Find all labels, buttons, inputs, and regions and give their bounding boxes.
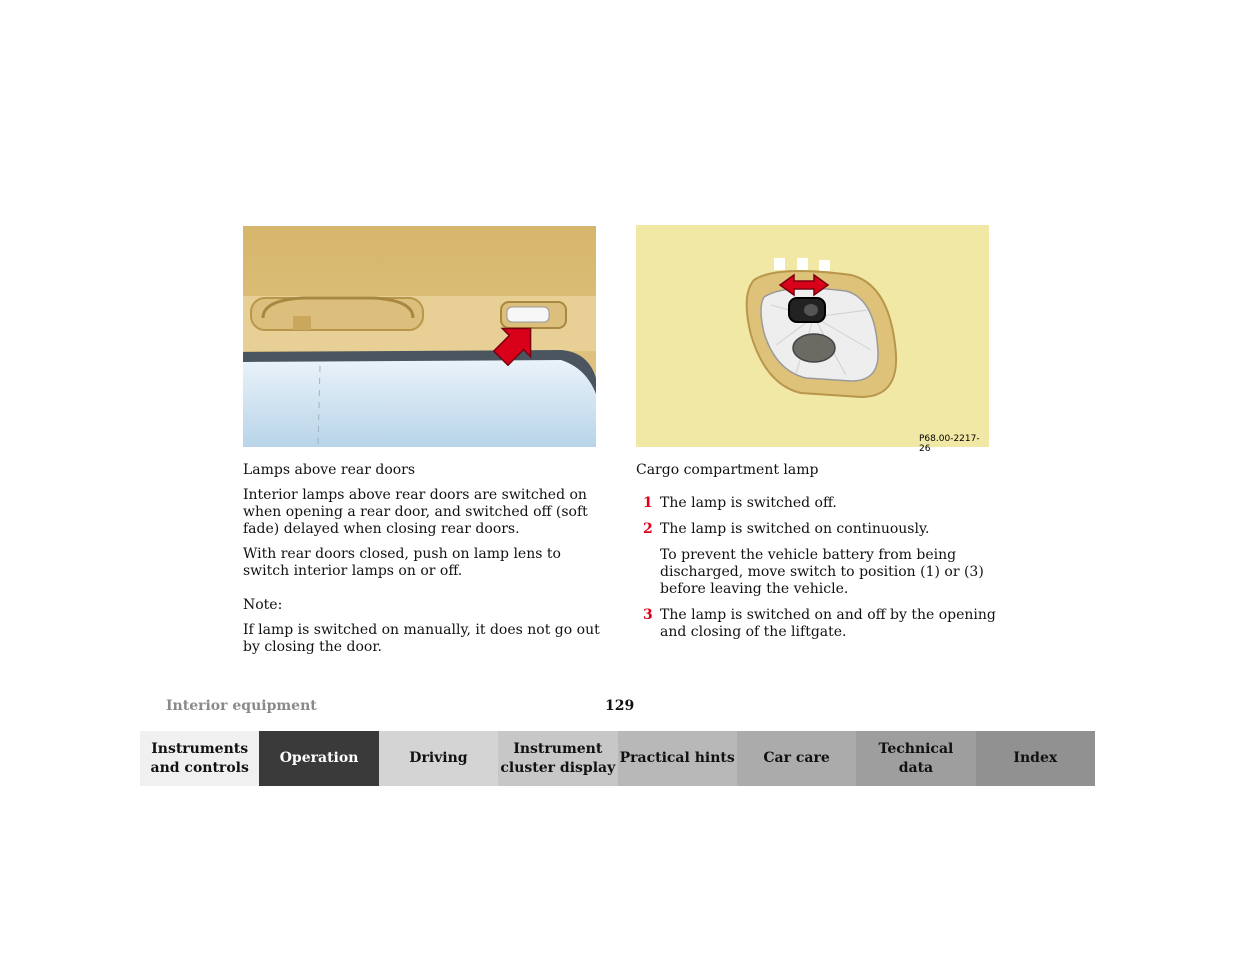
tab-instruments-and-controls[interactable]: Instruments and controls [140, 731, 259, 786]
page-number: 129 [605, 698, 635, 714]
left-caption: Lamps above rear doors [243, 462, 416, 478]
note-text: If lamp is switched on manually, it does not go out by closing the door. [243, 622, 600, 655]
left-paragraph-2: With rear doors closed, push on lamp lens to switch interior lamps on or off. [243, 546, 561, 579]
tab-operation[interactable]: Operation [259, 731, 378, 786]
tab-index[interactable]: Index [976, 731, 1095, 786]
item-text-1: The lamp is switched off. [660, 495, 837, 511]
item-warning-text: To prevent the vehicle battery from being discharged, move switch to position (1) or (3) before leaving the vehicle. [660, 547, 984, 597]
item-number-1: 1 [643, 495, 653, 511]
item-number-2: 2 [643, 521, 653, 537]
tab-practical-hints[interactable]: Practical hints [618, 731, 737, 786]
section-title: Interior equipment [166, 698, 317, 714]
tab-instrument-cluster-display[interactable]: Instrument cluster display [498, 731, 617, 786]
tab-driving[interactable]: Driving [379, 731, 498, 786]
note-label: Note: [243, 597, 283, 613]
chapter-nav-bar [140, 731, 1095, 786]
cargo-lamp-illustration [636, 225, 989, 454]
right-caption: Cargo compartment lamp [636, 462, 819, 478]
left-paragraph-1: Interior lamps above rear doors are switched on when opening a rear door, and switched off (soft fade) delayed when closing rear doors. [243, 487, 588, 537]
tab-car-care[interactable]: Car care [737, 731, 856, 786]
tab-technical-data[interactable]: Technical data [856, 731, 975, 786]
item-number-3: 3 [643, 607, 653, 623]
item-text-2: The lamp is switched on continuously. [660, 521, 930, 537]
item-text-3: The lamp is switched on and off by the opening and closing of the liftgate. [660, 607, 996, 640]
rear-door-lamp-illustration [243, 226, 596, 447]
figure-code: P68.00-2217-26 [919, 434, 980, 454]
